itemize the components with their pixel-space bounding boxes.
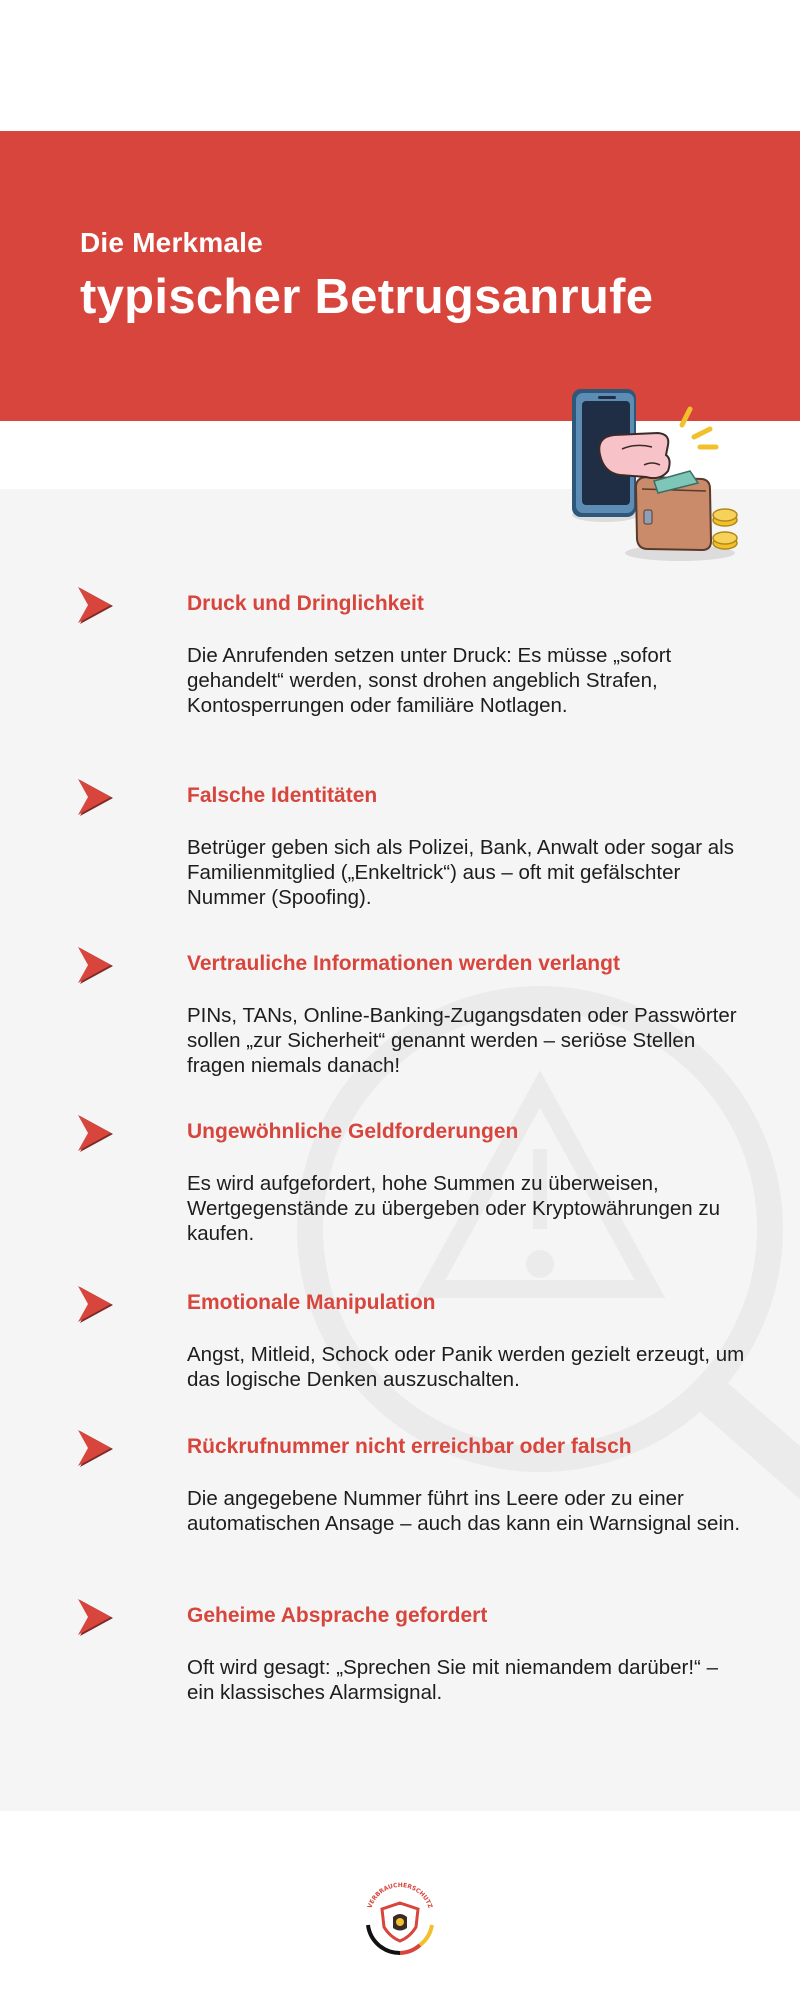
chevron-arrow-icon xyxy=(78,586,116,626)
item-text: Angst, Mitleid, Schock oder Panik werden gezielt erzeugt, um das logische Denken auszuschalten. xyxy=(187,1343,745,1391)
item-text: Es wird aufgefordert, hohe Summen zu überweisen, Wertgegenstände zu übergeben oder Kryptowährungen zu kaufen. xyxy=(187,1172,720,1245)
item-heading: Rückrufnummer nicht erreichbar oder falsch xyxy=(187,1435,632,1458)
item-heading: Emotionale Manipulation xyxy=(187,1291,436,1314)
shield-badge-logo-icon xyxy=(358,1873,442,1957)
page-title: typischer Betrugsanrufe xyxy=(80,270,654,324)
item-text: PINs, TANs, Online-Banking-Zugangsdaten oder Passwörter sollen „zur Sicherheit“ genannt werden – seriöse Stellen fragen niemals danach! xyxy=(187,1004,737,1077)
item-text: Die Anrufenden setzen unter Druck: Es müsse „sofort gehandelt“ werden, sonst drohen angeblich Strafen, Kontosperrungen oder familiäre Notlagen. xyxy=(187,644,672,717)
item-heading: Ungewöhnliche Geldforderungen xyxy=(187,1120,519,1143)
logo-text: VERBRAUCHERSCHUTZ xyxy=(366,1881,434,1910)
item-heading: Falsche Identitäten xyxy=(187,784,378,807)
item-text: Die angegebene Nummer führt ins Leere oder zu einer automatischen Ansage – auch das kann ein Warnsignal sein. xyxy=(187,1487,741,1535)
item-text: Betrüger geben sich als Polizei, Bank, Anwalt oder sogar als Familienmitglied („Enkeltrick“) aus – oft mit gefälschter Nummer (Spoofing). xyxy=(187,836,734,909)
chevron-arrow-icon xyxy=(78,778,116,818)
chevron-arrow-icon xyxy=(78,1429,116,1469)
phone-wallet-hand-icon xyxy=(560,385,750,565)
header-banner xyxy=(0,131,800,421)
item-heading: Geheime Absprache gefordert xyxy=(187,1604,488,1627)
chevron-arrow-icon xyxy=(78,946,116,986)
item-heading: Vertrauliche Informationen werden verlangt xyxy=(187,952,620,975)
header-subtitle: Die Merkmale xyxy=(80,227,263,258)
chevron-arrow-icon xyxy=(78,1598,116,1638)
item-heading: Druck und Dringlichkeit xyxy=(187,592,424,615)
item-text: Oft wird gesagt: „Sprechen Sie mit niemandem darüber!“ – ein klassisches Alarmsignal. xyxy=(187,1656,718,1704)
chevron-arrow-icon xyxy=(78,1114,116,1154)
chevron-arrow-icon xyxy=(78,1285,116,1325)
content-panel xyxy=(0,489,800,1811)
